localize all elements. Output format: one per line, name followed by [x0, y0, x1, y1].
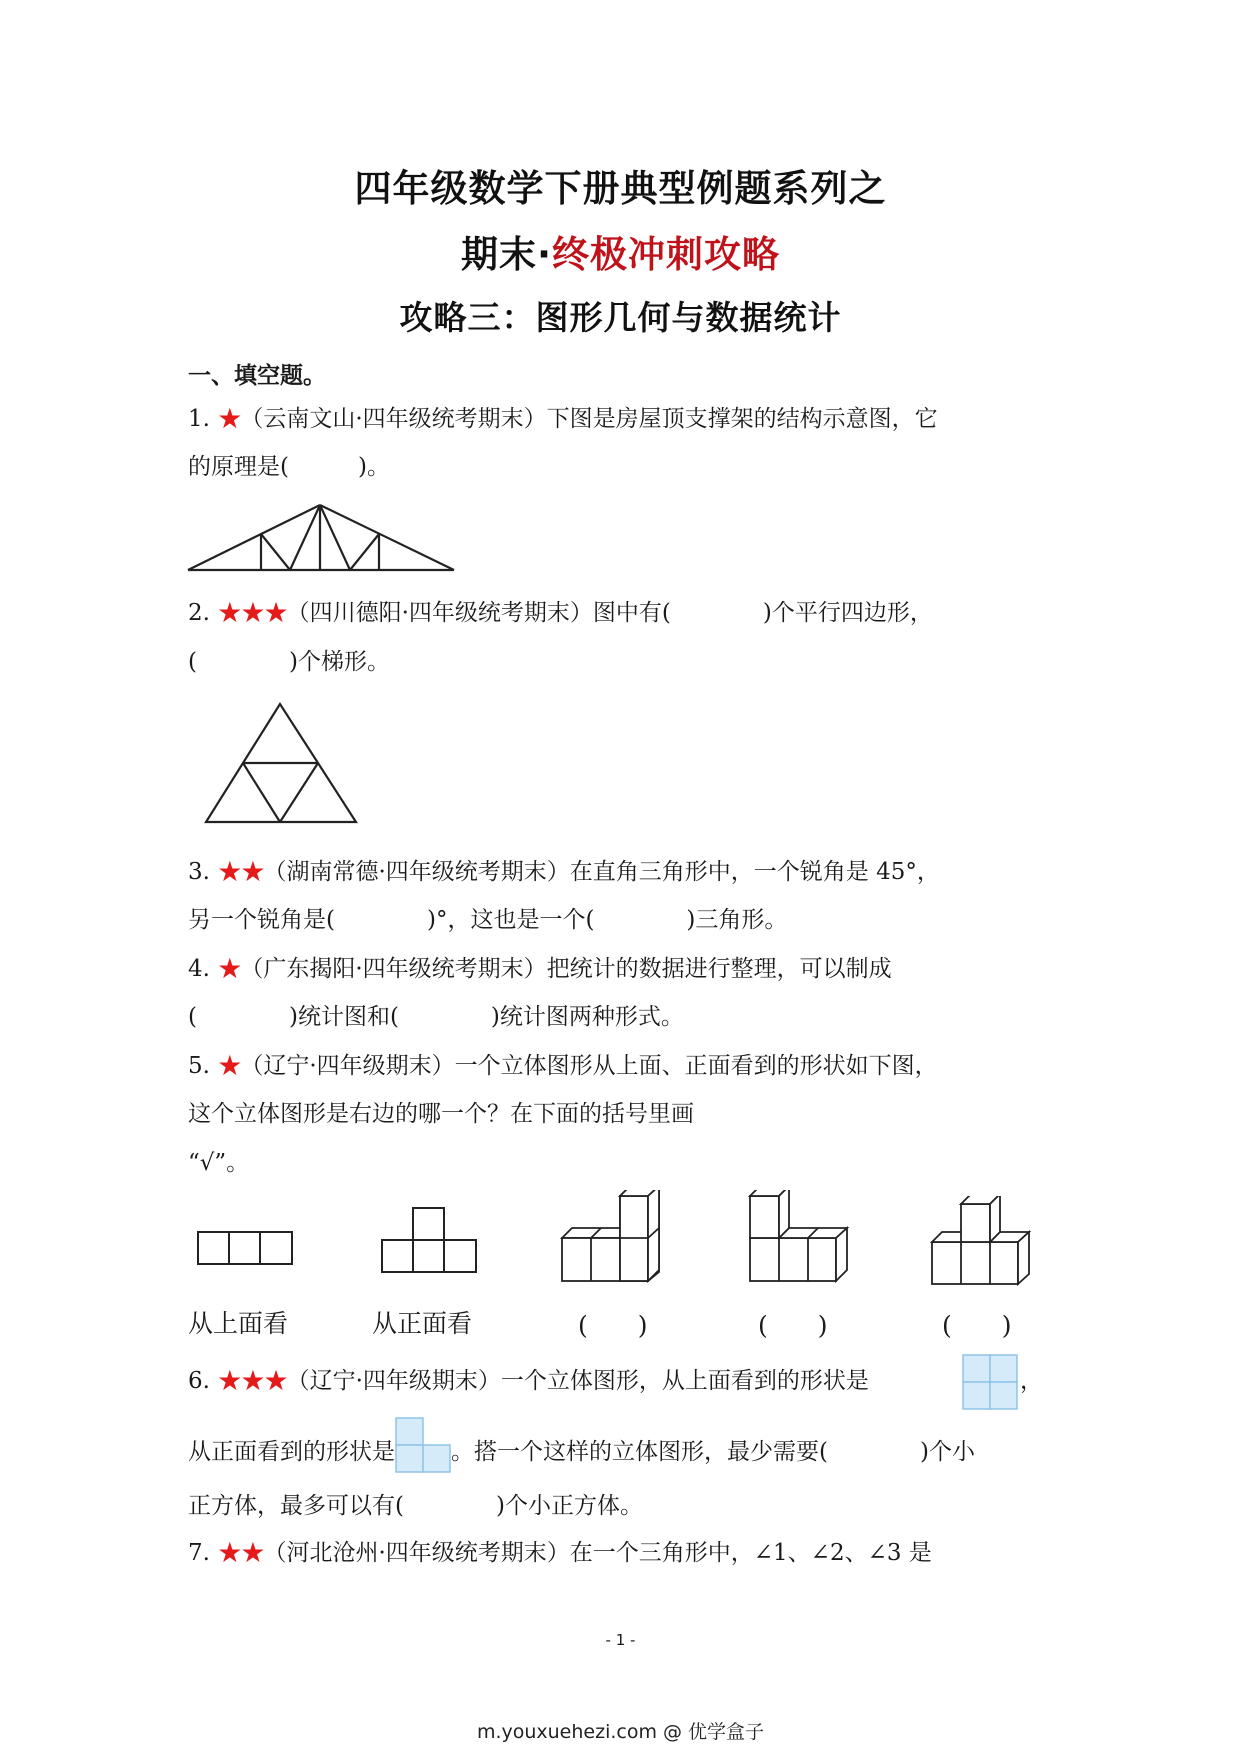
answer-paren-c[interactable]: ( ): [942, 1311, 1012, 1340]
q6-number: 6.: [188, 1368, 210, 1394]
q1-number: 1.: [188, 406, 210, 432]
q7-text1: （河北沧州·四年级统考期末）在一个三角形中，∠1、∠2、∠3 是: [263, 1540, 932, 1566]
title-line2-red: 终极冲刺攻略: [552, 233, 781, 276]
q5-line2: 这个立体图形是右边的哪一个？在下面的括号里画: [188, 1101, 694, 1127]
q2-number: 2.: [188, 600, 210, 626]
title-line2-prefix: 期末·: [460, 233, 553, 276]
q1-line2: 的原理是( )。: [188, 454, 390, 480]
top-view-figure: [196, 1228, 296, 1268]
q3-line1: [188, 857, 940, 887]
q6-line1-end: ，: [1020, 1368, 1043, 1394]
q6-text1: （辽宁·四年级期末）一个立体图形，从上面看到的形状是: [286, 1368, 869, 1394]
q3-text1: （湖南常德·四年级统考期末）在直角三角形中，一个锐角是 45°，: [263, 859, 940, 885]
q6-text2b: 。搭一个这样的立体图形，最少需要( )个小: [451, 1439, 975, 1465]
q6-top-view-icon: [962, 1354, 1018, 1410]
star-icon: ★★: [217, 1536, 264, 1569]
q5-number: 5.: [188, 1053, 210, 1079]
q5-text1: （辽宁·四年级期末）一个立体图形从上面、正面看到的形状如下图，: [240, 1053, 938, 1079]
roof-truss-figure: [186, 500, 456, 575]
q2-line2: ( )个梯形。: [188, 649, 390, 675]
q4-text1: （广东揭阳·四年级统考期末）把统计的数据进行整理，可以制成: [240, 956, 892, 982]
page-number: - 1 -: [605, 1631, 636, 1649]
section-heading: 一、填空题。: [188, 363, 326, 389]
q5-line1: [188, 1051, 938, 1081]
caption-top-view: 从上面看: [188, 1309, 289, 1338]
q1-line1: [188, 404, 938, 434]
q1-text1: （云南文山·四年级统考期末）下图是房屋顶支撑架的结构示意图，它: [240, 406, 938, 432]
star-icon: ★: [217, 402, 241, 435]
star-icon: ★★: [217, 855, 264, 888]
q4-number: 4.: [188, 956, 210, 982]
q4-line2: ( )统计图和( )统计图两种形式。: [188, 1004, 684, 1030]
q6-line3: 正方体，最多可以有( )个小正方体。: [188, 1493, 643, 1519]
star-icon: ★: [217, 952, 241, 985]
star-icon: ★★★: [217, 1364, 287, 1397]
caption-front-view: 从正面看: [372, 1309, 473, 1338]
star-icon: ★: [217, 1049, 241, 1082]
q3-line2: 另一个锐角是( )°，这也是一个( )三角形。: [188, 907, 788, 933]
q3-number: 3.: [188, 859, 210, 885]
cube-option-b: [748, 1190, 868, 1286]
q2-text1: （四川德阳·四年级统考期末）图中有( )个平行四边形，: [286, 600, 933, 626]
front-view-figure: [380, 1204, 480, 1276]
q5-line3: “√”。: [188, 1150, 250, 1176]
q2-line1: [188, 598, 933, 628]
q6-front-view-icon: [395, 1417, 451, 1473]
cube-option-c: [930, 1196, 1050, 1288]
q7-number: 7.: [188, 1540, 210, 1566]
title-line3: 攻略三：图形几何与数据统计: [399, 298, 842, 337]
cube-option-a: [560, 1190, 680, 1286]
q6-text2a: 从正面看到的形状是: [188, 1439, 395, 1465]
star-icon: ★★★: [217, 596, 287, 629]
q4-line1: [188, 954, 892, 984]
q6-line1: [188, 1366, 869, 1396]
title-line2: [0, 224, 1241, 278]
title-line1: 四年级数学下册典型例题系列之: [354, 167, 887, 210]
answer-paren-b[interactable]: ( ): [758, 1311, 828, 1340]
site-footer[interactable]: m.youxuehezi.com @ 优学盒子: [476, 1721, 765, 1743]
q6-line2: [188, 1433, 975, 1473]
q7-line1: [188, 1538, 932, 1568]
answer-paren-a[interactable]: ( ): [578, 1311, 648, 1340]
triangle-figure: [202, 700, 362, 830]
